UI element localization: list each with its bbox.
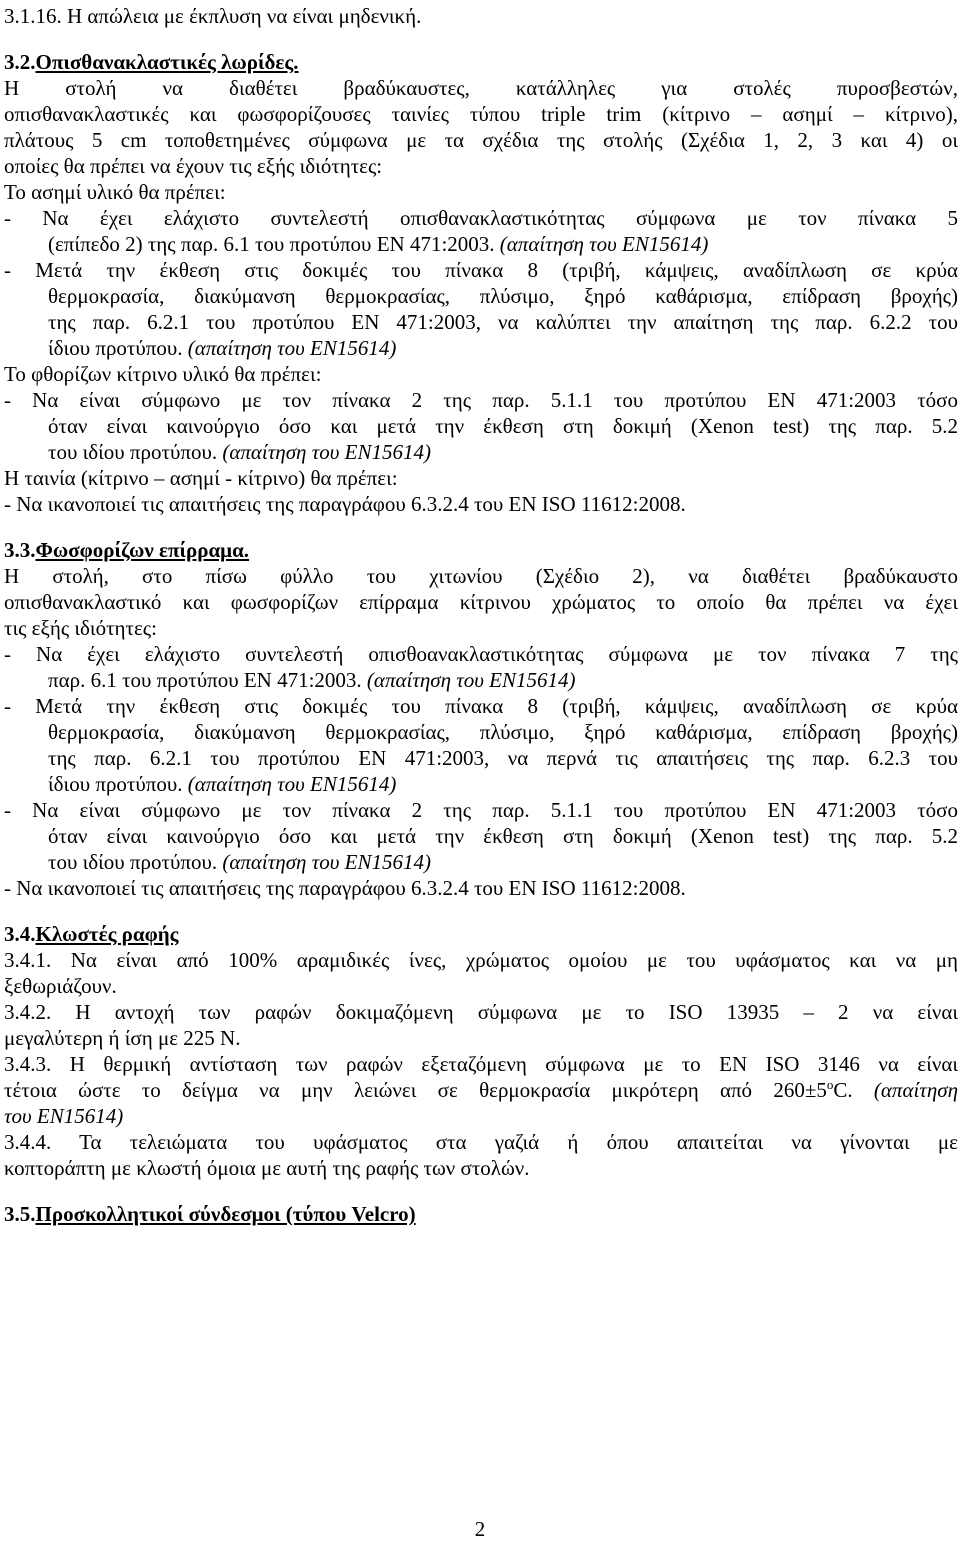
paragraph-line: πλάτους 5 cm τοποθετημένες σύμφωνα με τα σχέδια της στολής (Σχέδια 1, 2, 3 και 4) οι xyxy=(4,128,958,152)
bullet-line: της παρ. 6.2.1 του προτύπου ΕΝ 471:2003, να περνά τις απαιτήσεις της παρ. 6.2.3 του xyxy=(48,746,958,770)
section-title: Οπισθανακλαστικές λωρίδες. xyxy=(35,50,299,74)
section-number: 3.5. xyxy=(4,1202,36,1226)
bullet-line: - Μετά την έκθεση στις δοκιμές του πίνακα 8 (τριβή, κάμψεις, αναδίπλωση σε κρύα xyxy=(4,694,958,718)
bullet-line: - Να ικανοποιεί τις απαιτήσεις της παραγράφου 6.3.2.4 του ΕΝ ISO 11612:2008. xyxy=(4,876,686,900)
bullet-line: - Να έχει ελάχιστο συντελεστή οπισθανακλαστικότητας σύμφωνα με τον πίνακα 5 xyxy=(4,206,958,230)
bullet-text: ίδιου προτύπου. xyxy=(48,336,183,360)
section-3-5-heading xyxy=(4,1201,958,1227)
requirement-note: (απαίτηση xyxy=(873,1078,959,1102)
bullet-text: (επίπεδο 2) της παρ. 6.1 του προτύπου ΕΝ 471:2003. xyxy=(48,232,495,256)
clause-3-1-16: 3.1.16. Η απώλεια με έκπλυση να είναι μηδενική. xyxy=(4,4,422,28)
paragraph-line: 3.4.1. Να είναι από 100% αραμιδικές ίνες, χρώματος ομοίου με του υφάσματος και να μη xyxy=(4,948,958,972)
section-title: Κλωστές ραφής xyxy=(35,922,179,946)
requirement-note: (απαίτηση του ΕΝ15614) xyxy=(187,336,397,360)
paragraph-line xyxy=(4,1077,958,1103)
bullet-line: - Να είναι σύμφωνο με τον πίνακα 2 της παρ. 5.1.1 του προτύπου ΕΝ 471:2003 τόσο xyxy=(4,388,958,412)
bullet-line: - Μετά την έκθεση στις δοκιμές του πίνακα 8 (τριβή, κάμψεις, αναδίπλωση σε κρύα xyxy=(4,258,958,282)
bullet-line xyxy=(48,667,958,693)
bullet-line: όταν είναι καινούργιο όσο και μετά την έκθεση στη δοκιμή (Xenon test) της παρ. 5.2 xyxy=(48,414,958,438)
bullet-line: της παρ. 6.2.1 του προτύπου ΕΝ 471:2003, να καλύπτει την απαίτηση της παρ. 6.2.2 του xyxy=(48,310,958,334)
section-title: Φωσφορίζων επίρραμα. xyxy=(35,538,250,562)
requirement-note: (απαίτηση του ΕΝ15614) xyxy=(222,440,431,464)
section-3-2-heading xyxy=(4,49,958,75)
subheading-silver: Το ασημί υλικό θα πρέπει: xyxy=(4,180,226,204)
paragraph-text: τέτοια ώστε το δείγμα να μην λειώνει σε θερμοκρασία μικρότερη από 260±5 xyxy=(4,1078,827,1102)
bullet-text: του ιδίου προτύπου. xyxy=(48,440,218,464)
subheading-yellow: Το φθορίζων κίτρινο υλικό θα πρέπει: xyxy=(4,362,322,386)
page-number: 2 xyxy=(474,1517,486,1541)
paragraph-line: οπισθανακλαστικό και φωσφορίζων επίρραμα κίτρινου χρώματος το οποίο θα πρέπει να έχει xyxy=(4,590,958,614)
paragraph-line: μεγαλύτερη ή ίση με 225 Ν. xyxy=(4,1026,241,1050)
paragraph-line: Η στολή να διαθέτει βραδύκαυστες, κατάλληλες για στολές πυροσβεστών, xyxy=(4,76,958,100)
bullet-line: θερμοκρασία, διακύμανση θερμοκρασίας, πλύσιμο, ξηρό καθάρισμα, επίδραση βροχής) xyxy=(48,284,958,308)
section-3-3-heading xyxy=(4,537,958,563)
bullet-text: παρ. 6.1 του προτύπου ΕΝ 471:2003. xyxy=(48,668,362,692)
bullet-line: - Να ικανοποιεί τις απαιτήσεις της παραγράφου 6.3.2.4 του ΕΝ ISO 11612:2008. xyxy=(4,492,686,516)
bullet-line xyxy=(48,335,958,361)
bullet-text: ίδιου προτύπου. xyxy=(48,772,183,796)
bullet-line: - Να είναι σύμφωνο με τον πίνακα 2 της παρ. 5.1.1 του προτύπου ΕΝ 471:2003 τόσο xyxy=(4,798,958,822)
section-3-4-heading xyxy=(4,921,958,947)
requirement-note: (απαίτηση του ΕΝ15614) xyxy=(187,772,397,796)
bullet-text: του ιδίου προτύπου. xyxy=(48,850,218,874)
section-number: 3.4. xyxy=(4,922,36,946)
paragraph-line: οποίες θα πρέπει να έχουν τις εξής ιδιότητες: xyxy=(4,154,383,178)
subheading-tape: Η ταινία (κίτρινο – ασημί - κίτρινο) θα πρέπει: xyxy=(4,466,398,490)
bullet-line: θερμοκρασία, διακύμανση θερμοκρασίας, πλύσιμο, ξηρό καθάρισμα, επίδραση βροχής) xyxy=(48,720,958,744)
section-number: 3.2. xyxy=(4,50,36,74)
bullet-line: - Να έχει ελάχιστο συντελεστή οπισθοανακλαστικότητας σύμφωνα με τον πίνακα 7 της xyxy=(4,642,958,666)
bullet-line: όταν είναι καινούργιο όσο και μετά την έκθεση στη δοκιμή (Xenon test) της παρ. 5.2 xyxy=(48,824,958,848)
requirement-note: (απαίτηση του ΕΝ15614) xyxy=(499,232,709,256)
paragraph-line: 3.4.3. Η θερμική αντίσταση των ραφών εξεταζόμενη σύμφωνα με το EN ISO 3146 να είναι xyxy=(4,1052,958,1076)
section-title: Προσκολλητικοί σύνδεσμοι (τύπου Velcro) xyxy=(35,1202,416,1226)
degree-superscript: ο xyxy=(826,1077,834,1092)
section-number: 3.3. xyxy=(4,538,36,562)
bullet-line xyxy=(48,771,958,797)
paragraph-line: τις εξής ιδιότητες: xyxy=(4,616,157,640)
paragraph-line: κοπτοράπτη με κλωστή όμοια με αυτή της ραφής των στολών. xyxy=(4,1156,530,1180)
requirement-note: (απαίτηση του ΕΝ15614) xyxy=(366,668,576,692)
bullet-line xyxy=(48,849,958,875)
paragraph-line: Η στολή, στο πίσω φύλλο του χιτωνίου (Σχέδιο 2), να διαθέτει βραδύκαυστο xyxy=(4,564,958,588)
paragraph-line: οπισθανακλαστικές και φωσφορίζουσες ταινίες τύπου triple trim (κίτρινο – ασημί – κίτρινο), xyxy=(4,102,958,126)
bullet-line xyxy=(48,231,958,257)
requirement-note: (απαίτηση του ΕΝ15614) xyxy=(222,850,431,874)
requirement-note: του ΕΝ15614) xyxy=(4,1104,124,1128)
paragraph-line: 3.4.4. Τα τελειώματα του υφάσματος στα γαζιά ή όπου απαιτείται να γίνονται με xyxy=(4,1130,958,1154)
bullet-line xyxy=(48,439,958,465)
paragraph-line: 3.4.2. Η αντοχή των ραφών δοκιμαζόμενη σύμφωνα με το ISO 13935 – 2 να είναι xyxy=(4,1000,958,1024)
paragraph-text: C. xyxy=(833,1078,853,1102)
paragraph-line: ξεθωριάζουν. xyxy=(4,974,117,998)
